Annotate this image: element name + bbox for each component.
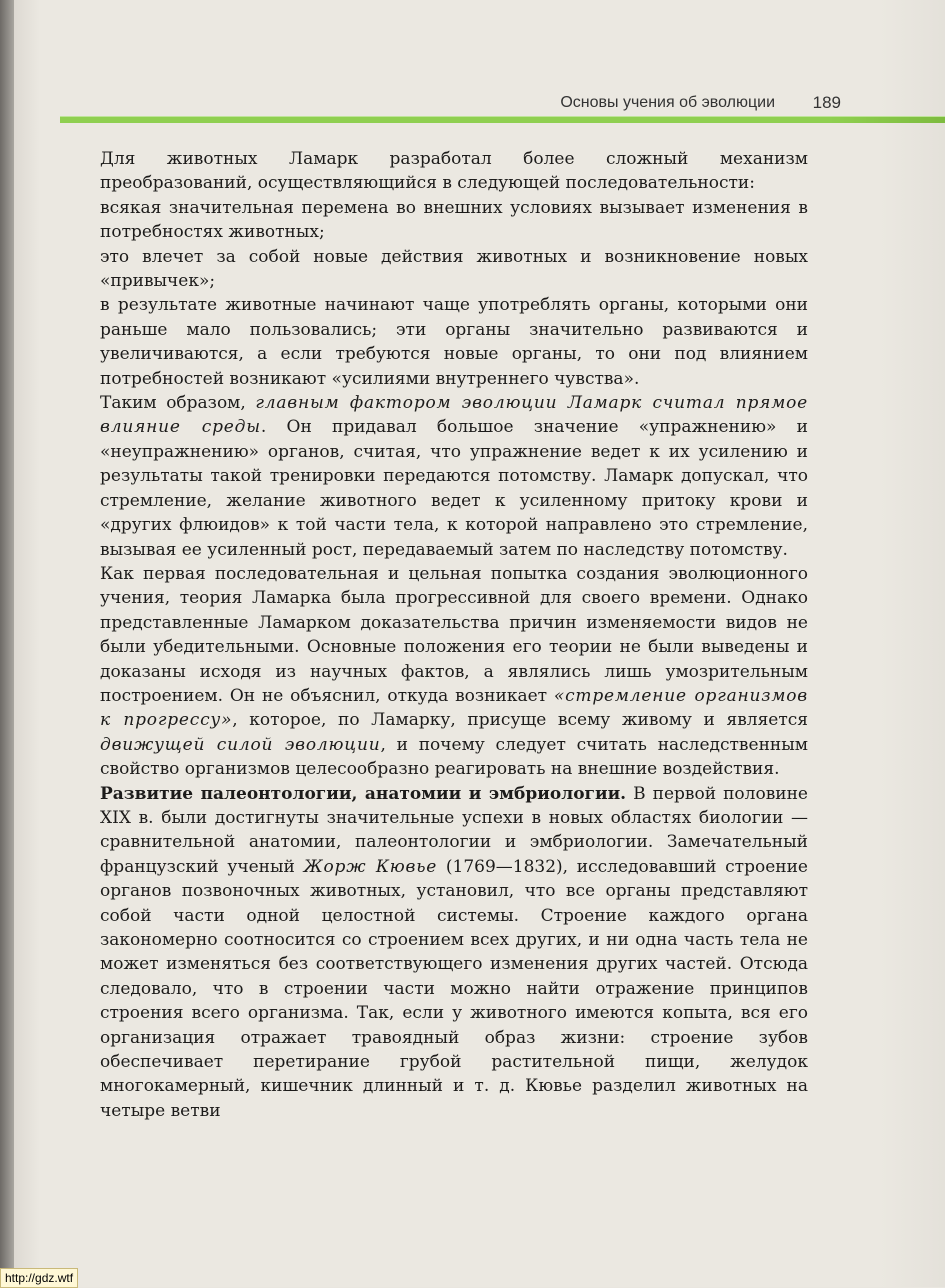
emphasis-progress: «стремление организмов к прогрессу» [100, 685, 808, 731]
text-run: В первой половине XIX в. были достигнуты значительные успехи в новых областях биологии — сравнительной анатомии, палеонтологии и эмбриологии. Замечательный французский ученый [100, 783, 808, 877]
paragraph-paleontology [100, 782, 808, 1124]
paragraph-step-2: это влечет за собой новые действия животных и возникновение новых «привычек»; [100, 246, 808, 292]
section-heading: Развитие палеонтологии, анатомии и эмбриологии. [100, 783, 627, 804]
text-run: Как первая последовательная и цельная попытка создания эволюционного учения, теория Ламарка была прогрессивной для своего времени. Однако представленные Ламарком доказательства причин изменяемости видов не были убедительными. Основные положения его теории не были выведены и доказаны исходя из научных фактов, а являлись лишь умозрительным построением. Он не объяснил, откуда возникает [100, 563, 808, 706]
text-run: Таким образом, [100, 393, 256, 414]
page-header [60, 90, 945, 122]
text-run: , которое, по Ламарку, присуще всему живому и является [232, 710, 809, 731]
watermark-url[interactable]: http://gdz.wtf [0, 1268, 78, 1288]
text-run: (1769—1832), исследовавший строение органов позвоночных животных, установил, что все органы представляют собой части одной целостной системы. Строение каждого органа закономерно соотносится со строением всех других, и ни одна часть тела не может изменяться без соответствующего изменения других частей. Отсюда следовало, что в строении части можно найти отражение принципов строения всего организма. Так, если у животного имеются копыта, вся его организация отражает травоядный образ жизни: строение зубов обеспечивает перетирание грубой растительной пищи, желудок многокамерный, кишечник длинный и т. д. Кювье разделил животных на четыре ветви [100, 856, 808, 1121]
paragraph-main-factor [100, 391, 808, 562]
page-number: 189 [812, 93, 841, 112]
text-run: , и почему следует считать наследственным свойство организмов целесообразно реагировать на внешние воздействия. [100, 734, 808, 780]
emphasis-driving-force: движущей силой эволюции [100, 734, 381, 755]
emphasis-main-factor: главным фактором эволюции Ламарк считал прямое влияние среды [100, 393, 808, 438]
paragraph-step-1: всякая значительная перемена во внешних условиях вызывает изменения в потребностях животных; [100, 197, 808, 243]
body-text [100, 147, 808, 1123]
running-title: Основы учения об эволюции [560, 94, 775, 111]
paragraph-step-3: в результате животные начинают чаще употреблять органы, которыми они раньше мало пользовались; эти органы значительно развиваются и увеличиваются, а если требуются новые органы, то они под влиянием потребностей возникают «усилиями внутреннего чувства». [100, 295, 808, 389]
header-green-rule [60, 116, 945, 123]
paragraph-intro: Для животных Ламарк разработал более сложный механизм преобразований, осуществляющийся в следующей последовательности: [100, 149, 808, 194]
book-spine-shadow [0, 0, 14, 1287]
paragraph-critique [100, 562, 808, 782]
text-run: . Он придавал большое значение «упражнению» и «неупражнению» органов, считая, что упражнение ведет к их усилению и результаты такой тренировки передаются потомству. Ламарк допускал, что стремление, желание животного ведет к усиленному притоку крови и «других флюидов» к той части тела, к которой направлено это стремление, вызывая ее усиленный рост, передаваемый затем по наследству потомству. [100, 417, 808, 560]
emphasis-cuvier: Жорж Кювье [303, 856, 438, 877]
